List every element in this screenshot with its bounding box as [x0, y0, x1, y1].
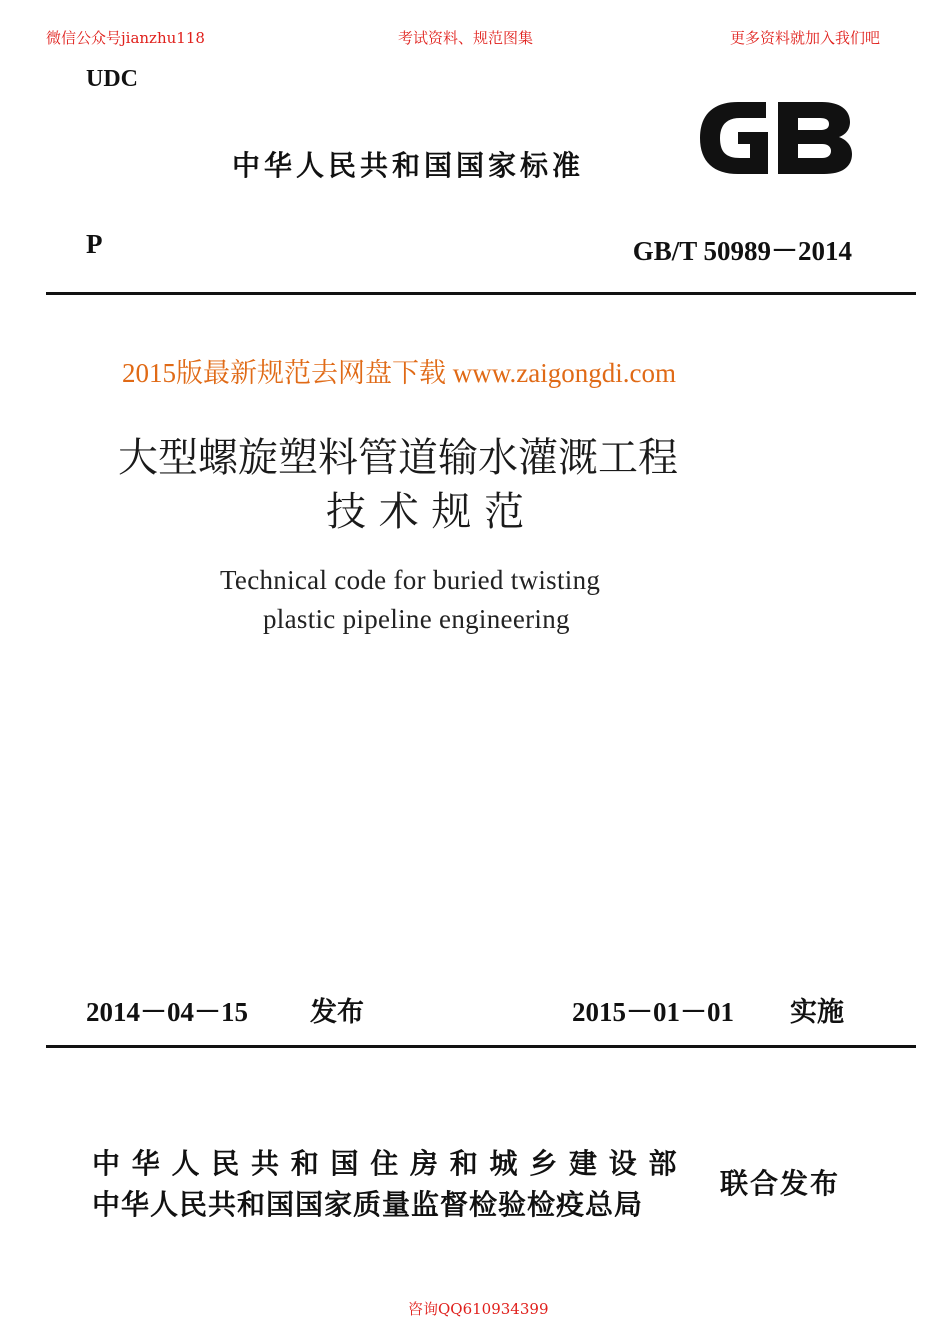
- title-cn-line1: 大型螺旋塑料管道输水灌溉工程: [118, 435, 678, 481]
- title-en-line2: plastic pipeline engineering: [263, 604, 570, 634]
- issuer-aqsiq: 中华人民共和国国家质量监督检验检疫总局: [92, 1188, 644, 1221]
- category-label: P: [86, 229, 103, 259]
- effective-label: 实施: [790, 997, 844, 1028]
- watermark-bottom: 咨询QQ610934399: [408, 1300, 549, 1318]
- joint-issue-label: 联合发布: [720, 1167, 841, 1200]
- standard-type: 中华人民共和国国家标准: [232, 149, 585, 182]
- watermark-center: 考试资料、规范图集: [398, 29, 534, 47]
- udc-label: UDC: [86, 66, 138, 92]
- promo-text: 2015版最新规范去网盘下载 www.zaigongdi.com: [122, 358, 676, 388]
- issue-date: 2014－04－15: [86, 997, 248, 1027]
- issuer-mohurd: 中 华 人 民 共 和 国 住 房 和 城 乡 建 设 部: [92, 1147, 678, 1180]
- issue-label: 发布: [310, 997, 364, 1028]
- watermark-left: 微信公众号jianzhu118: [46, 29, 205, 47]
- standard-code: GB/T 50989－2014: [632, 236, 852, 266]
- header-rule: [46, 292, 916, 295]
- effective-date: 2015－01－01: [572, 997, 734, 1027]
- title-cn-line2: 技 术 规 范: [326, 489, 525, 535]
- watermark-right: 更多资料就加入我们吧: [730, 29, 881, 47]
- title-en-line1: Technical code for buried twisting: [220, 565, 601, 595]
- gb-logo: [694, 96, 854, 180]
- footer-rule: [46, 1045, 916, 1048]
